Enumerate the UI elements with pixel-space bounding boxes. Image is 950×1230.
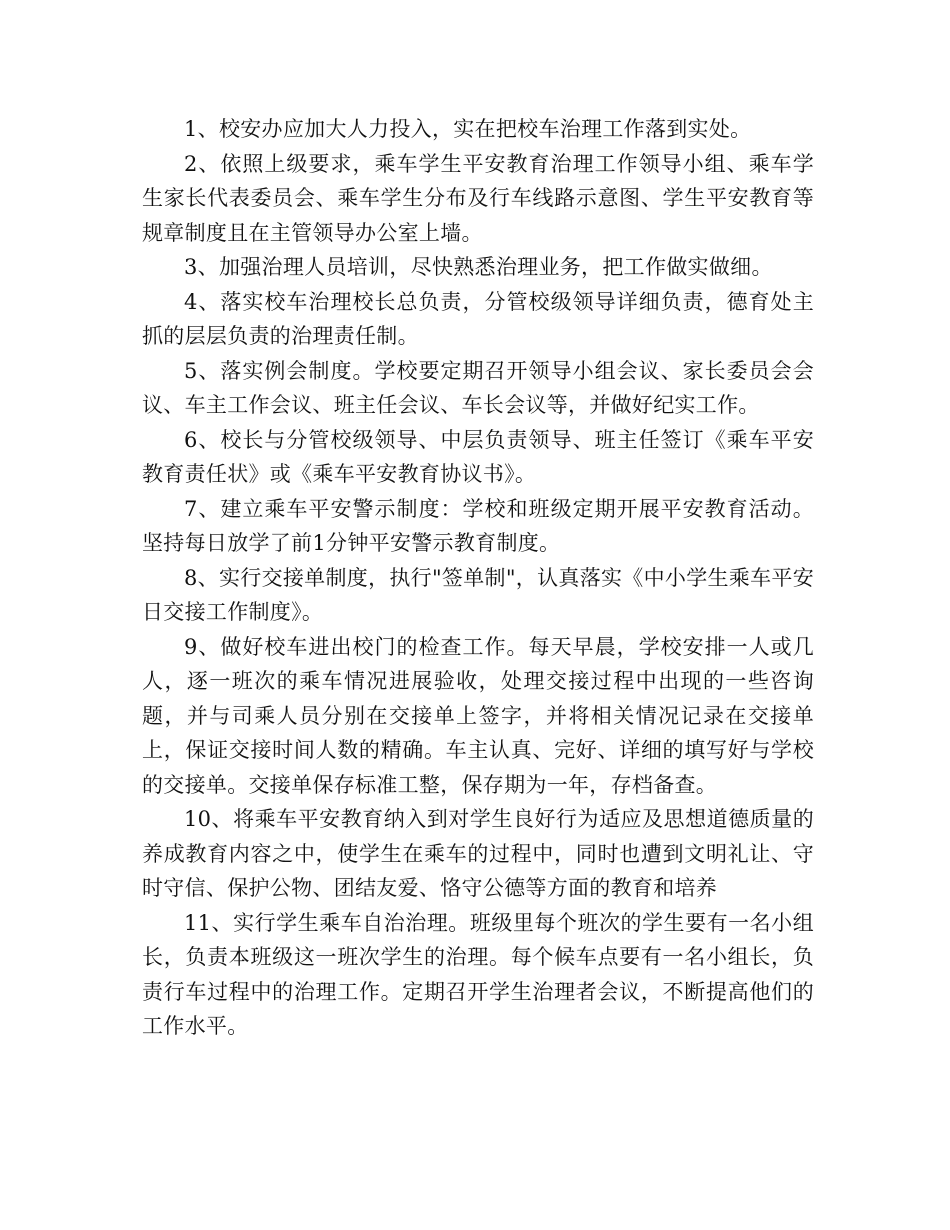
paragraph-11: 11、实行学生乘车自治治理。班级里每个班次的学生要有一名小组长，负责本班级这一班次学生的治理。每个候车点要有一名小组长，负责行车过程中的治理工作。定期召开学生治理者会议，不断提高他们的工作水平。 — [142, 910, 814, 1038]
paragraph-3: 3、加强治理人员培训，尽快熟悉治理业务，把工作做实做细。 — [184, 255, 773, 279]
paragraph-2: 2、依照上级要求，乘车学生平安教育治理工作领导小组、乘车学生家长代表委员会、乘车学生分布及行车线路示意图、学生平安教育等规章制度且在主管领导办公室上墙。 — [142, 151, 814, 245]
paragraph-9: 9、做好校车进出校门的检查工作。每天早晨，学校安排一人或几人，逐一班次的乘车情况进展验收，处理交接过程中出现的一些咨询题，并与司乘人员分别在交接单上签字，并将相关情况记录在交接单上，保证交接时间人数的精确。车主认真、完好、详细的填写好与学校的交接单。交接单保存标准工整，保存期为一年，存档备查。 — [142, 634, 814, 797]
paragraph-8: 8、实行交接单制度，执行"签单制"，认真落实《中小学生乘车平安日交接工作制度》。 — [142, 565, 814, 624]
paragraph-10: 10、将乘车平安教育纳入到对学生良好行为适应及思想道德质量的养成教育内容之中，使学生在乘车的过程中，同时也遭到文明礼让、守时守信、保护公物、团结友爱、恪守公德等方面的教育和培养 — [142, 807, 814, 900]
paragraph-5: 5、落实例会制度。学校要定期召开领导小组会议、家长委员会会议、车主工作会议、班主任会议、车长会议等，并做好纪实工作。 — [142, 358, 814, 417]
document-body — [142, 112, 814, 1044]
paragraph-1: 1、校安办应加大人力投入，实在把校车治理工作落到实处。 — [184, 117, 752, 141]
paragraph-6: 6、校长与分管校级领导、中层负责领导、班主任签订《乘车平安教育责任状》或《乘车平安教育协议书》。 — [142, 427, 814, 486]
paragraph-7: 7、建立乘车平安警示制度：学校和班级定期开展平安教育活动。坚持每日放学了前1分钟平安警示教育制度。 — [142, 496, 814, 555]
paragraph-4: 4、落实校车治理校长总负责，分管校级领导详细负责，德育处主抓的层层负责的治理责任制。 — [142, 289, 814, 348]
